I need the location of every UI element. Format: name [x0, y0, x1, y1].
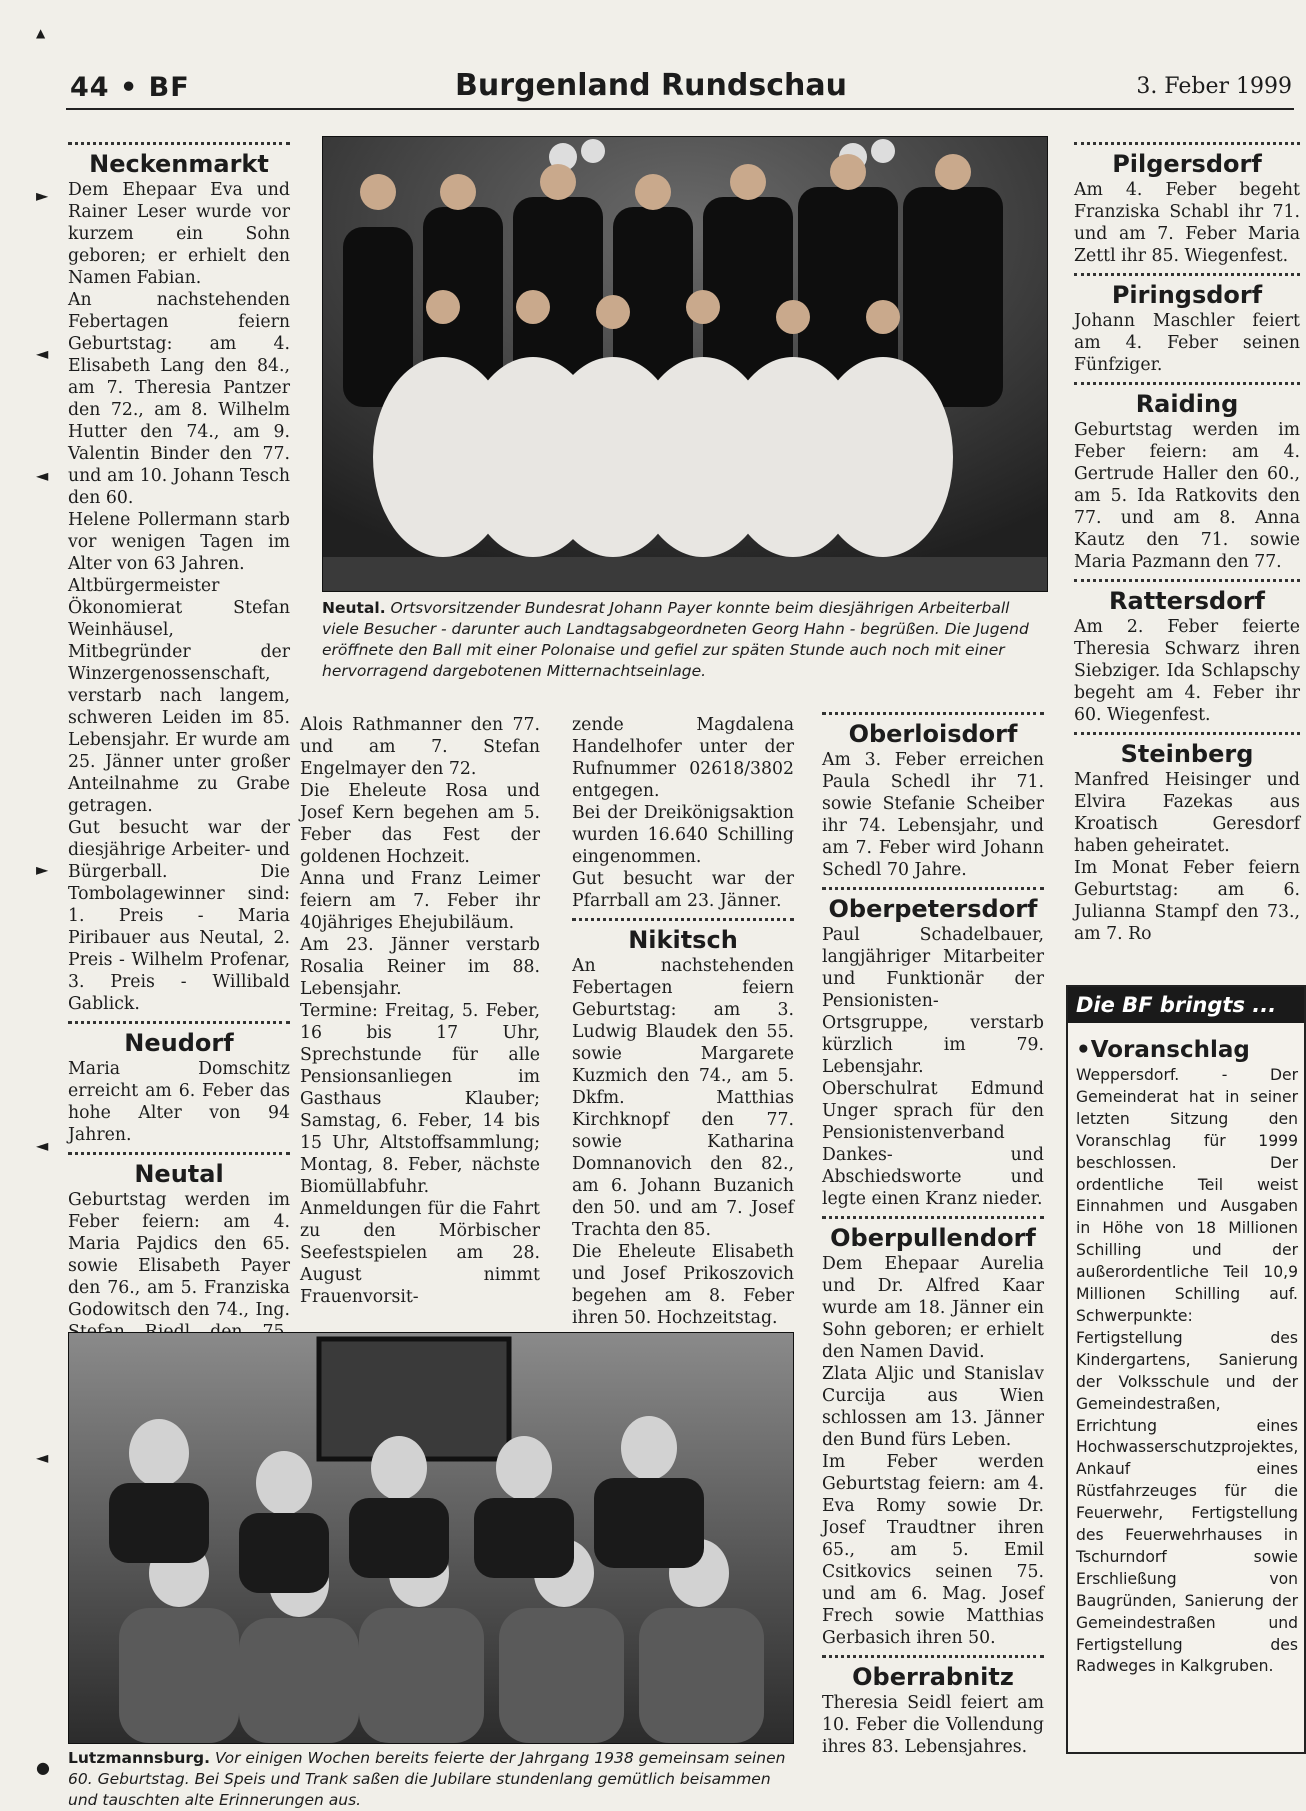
caption-text: Vor einigen Wochen bereits feierte der Jahrgang 1938 gemeinsam seinen 60. Geburtstag. Bei Speis und Trank saßen die Jubilare stundenlang gemütlich beisammen und tauschten alte Erinnerungen aus.	[68, 1749, 786, 1809]
paragraph: Johann Maschler feiert am 4. Feber seinen Fünfziger.	[1074, 311, 1300, 375]
issue-date: 3. Feber 1999	[1136, 74, 1292, 99]
heading-oberrabnitz: Oberrabnitz	[852, 1663, 1014, 1691]
header-rule	[66, 108, 1294, 110]
margin-arrow-icon: ◄	[36, 1136, 49, 1155]
paragraph: zende Magdalena Handelhofer unter der Rufnummer 02618/3802 entgegen.	[572, 715, 794, 801]
paragraph: Maria Domschitz erreicht am 6. Feber das hohe Alter von 94 Jahren.	[68, 1059, 290, 1145]
divider	[68, 1152, 290, 1155]
paragraph: Am 2. Feber feierte Theresia Schwarz ihren Siebziger. Ida Schlapschy begeht am 4. Feber ihr 60. Wiegenfest.	[1074, 617, 1300, 725]
heading-rattersdorf: Rattersdorf	[1109, 587, 1265, 615]
sidebar-text: Weppersdorf. - Der Gemeinderat hat in seiner letzten Sitzung den Voranschlag für 1999 beschlossen. Der ordentliche Teil weist Einnahmen und Ausgaben in Höhe von 18 Millionen Schilling und der außerordentliche Teil 10,9 Millionen Schilling auf. Schwerpunkte: Fertigstellung des Kindergartens, Sanierung der Volksschule und der Gemeindestraßen, Errichtung eines Hochwasserschutzprojektes, Ankauf eines Rüstfahrzeuges für die Feuerwehr, Fertigstellung des Feuerwehrhauses in Tschurndorf sowie Erschließung von Baugründen, Sanierung der Gemeindestraßen und Fertigstellung des Radweges in Kalkgruben.	[1076, 1066, 1299, 1676]
paragraph: Im Monat Feber feiern Geburtstag: am 6. Julianna Stampf den 73., am 7. Ro	[1074, 858, 1300, 944]
paragraph: Am 23. Jänner verstarb Rosalia Reiner im 88. Lebensjahr.	[300, 935, 540, 999]
sidebar-tab: Die BF bringts ...	[1068, 987, 1304, 1023]
paragraph: Paul Schadelbauer, langjähriger Mitarbeiter und Funktionär der Pensionisten-Ortsgruppe, verstarb kürzlich im 79. Lebensjahr. Oberschulrat Edmund Unger sprach für den Pensionistenverband Dankes- und Abschiedsworte und legte einen Kranz nieder.	[822, 925, 1044, 1209]
margin-arrow-icon: ►	[36, 186, 49, 205]
heading-neckenmarkt: Neckenmarkt	[89, 150, 269, 178]
paragraph: Theresia Seidl feiert am 10. Feber die Vollendung ihres 83. Lebensjahres.	[822, 1693, 1044, 1757]
caption-place: Lutzmannsburg.	[68, 1749, 211, 1767]
paragraph: Die Eheleute Rosa und Josef Kern begehen am 5. Feber das Fest der goldenen Hochzeit.	[300, 781, 540, 867]
scan-mark: ▲	[36, 26, 46, 40]
newspaper-title: Burgenland Rundschau	[455, 68, 847, 103]
column-5	[1074, 136, 1300, 976]
paragraph: An nachstehenden Febertagen feiern Geburtstag: am 3. Ludwig Blaudek den 55. sowie Margarete Kuzmich den 74., am 5. Dkfm. Matthias Kirchknopf den 77. sowie Katharina Domnanovich den 82., am 6. Johann Buzanich den 50. und am 7. Josef Trachta den 85.	[572, 956, 794, 1240]
paragraph: Bei der Dreikönigsaktion wurden 16.640 Schilling eingenommen.	[572, 803, 794, 867]
heading-pilgersdorf: Pilgersdorf	[1112, 150, 1262, 178]
paragraph: An nachstehenden Febertagen feiern Geburtstag: am 4. Elisabeth Lang den 84., am 7. Theresia Pantzer den 72., am 8. Wilhelm Hutter den 74., am 9. Valentin Binder den 77. und am 10. Johann Tesch den 60.	[68, 290, 290, 508]
heading-oberpullendorf: Oberpullendorf	[830, 1224, 1036, 1252]
column-2	[300, 714, 540, 1314]
photo-placeholder	[69, 1333, 793, 1743]
divider	[822, 1655, 1044, 1658]
heading-oberloisdorf: Oberloisdorf	[848, 720, 1018, 748]
divider	[822, 887, 1044, 890]
paragraph: Im Feber werden Geburtstag feiern: am 4. Eva Romy sowie Dr. Josef Traudtner ihren 65., am 5. Emil Csitkovics seinen 75. und am 6. Mag. Josef Frech sowie Matthias Gerbasich ihren 50.	[822, 1452, 1044, 1648]
divider	[1074, 382, 1300, 385]
column-1	[68, 136, 290, 1320]
paragraph: Gut besucht war der Pfarrball am 23. Jänner.	[572, 869, 794, 911]
divider	[1074, 142, 1300, 145]
column-3	[572, 714, 794, 1328]
sidebar-box	[1066, 985, 1306, 1754]
divider	[1074, 732, 1300, 735]
heading-neutal: Neutal	[134, 1160, 224, 1188]
photo-caption-lutzmannsburg	[68, 1748, 792, 1811]
margin-arrow-icon: ►	[36, 860, 49, 879]
paragraph: Geburtstag werden im Feber feiern: am 4. Maria Pajdics den 65. sowie Elisabeth Payer den 76., am 5. Franziska Godowitsch den 74., Ing.	[68, 1190, 290, 1320]
divider	[1074, 579, 1300, 582]
margin-arrow-icon: ◄	[36, 1448, 49, 1467]
caption-text: Ortsvorsitzender Bundesrat Johann Payer konnte beim diesjährigen Arbeiterball viele Besucher - darunter auch Landtagsabgeordneten Georg Hahn - begrüßen. Die Jugend eröffnete den Ball mit einer Polonaise und gefiel zur späten Stunde auch noch mit einer hervorragend dargebotenen Mitternachtseinlage.	[322, 599, 1029, 680]
heading-neudorf: Neudorf	[124, 1029, 234, 1057]
heading-oberpetersdorf: Oberpetersdorf	[828, 895, 1038, 923]
margin-arrow-icon: ●	[36, 1758, 50, 1777]
paragraph: Helene Pollermann starb vor wenigen Tagen im Alter von 63 Jahren.	[68, 510, 290, 574]
divider	[68, 1021, 290, 1024]
photo-lutzmannsburg	[68, 1332, 794, 1744]
paragraph: Anmeldungen für die Fahrt zu den Mörbischer Seefestspielen am 28. August nimmt Frauenvorsit-	[300, 1199, 540, 1307]
margin-arrow-icon: ◄	[36, 344, 49, 363]
paragraph: Manfred Heisinger und Elvira Fazekas aus Kroatisch Geresdorf haben geheiratet.	[1074, 770, 1300, 856]
photo-neutal-ball	[322, 136, 1048, 592]
paragraph: Alois Rathmanner den 77. und am 7. Stefan Engelmayer den 72.	[300, 715, 540, 779]
heading-steinberg: Steinberg	[1120, 740, 1254, 768]
paragraph: Zlata Aljic und Stanislav Curcija aus Wien schlossen am 13. Jänner den Bund fürs Leben.	[822, 1364, 1044, 1450]
paragraph: Am 4. Feber begeht Franziska Schabl ihr 71. und am 7. Feber Maria Zettl ihr 85. Wiegenfest.	[1074, 180, 1300, 266]
paragraph: Anna und Franz Leimer feiern am 7. Feber ihr 40jähriges Ehejubiläum.	[300, 869, 540, 933]
page-number: 44 • BF	[70, 72, 190, 103]
paragraph: Die Eheleute Elisabeth und Josef Prikoszovich begehen am 8. Feber ihren 50. Hochzeitstag.	[572, 1242, 794, 1328]
paragraph: Am 3. Feber erreichen Paula Schedl ihr 71. sowie Stefanie Scheiber ihr 74. Lebensjahr, und am 7. Feber wird Johann Schedl 70 Jahre.	[822, 750, 1044, 880]
sidebar-heading: •Voranschlag	[1076, 1037, 1250, 1063]
divider	[822, 1216, 1044, 1219]
paragraph: Dem Ehepaar Eva und Rainer Leser wurde vor kurzem ein Sohn geboren; er erhielt den Namen Fabian.	[68, 180, 290, 288]
heading-nikitsch: Nikitsch	[628, 926, 738, 954]
divider	[1074, 273, 1300, 276]
caption-place: Neutal.	[322, 599, 386, 617]
paragraph: Dem Ehepaar Aurelia und Dr. Alfred Kaar wurde am 18. Jänner ein Sohn geboren; er erhielt den Namen David.	[822, 1254, 1044, 1362]
margin-arrow-icon: ◄	[36, 466, 49, 485]
paragraph: Termine: Freitag, 5. Feber, 16 bis 17 Uhr, Sprechstunde für alle Pensionsanliegen im Gasthaus Klauber; Samstag, 6. Feber, 14 bis 15 Uhr, Altstoffsammlung; Montag, 8. Feber, nächste Biomüllabfuhr.	[300, 1001, 540, 1197]
photo-placeholder	[323, 137, 1047, 591]
divider	[68, 142, 290, 145]
paragraph: Altbürgermeister Ökonomierat Stefan Weinhäusel, Mitbegründer der Winzergenossenschaft, verstarb nach langem, schweren Leiden im 85. Lebensjahr. Er wurde am 25. Jänner unter großer Anteilnahme zu Grabe getragen.	[68, 576, 290, 816]
heading-piringsdorf: Piringsdorf	[1111, 281, 1263, 309]
divider	[822, 712, 1044, 715]
divider	[572, 918, 794, 921]
paragraph: Gut besucht war der diesjährige Arbeiter- und Bürgerball. Die Tombolagewinner sind: 1. Preis - Maria Piribauer aus Neutal, 2. Preis - Wilhelm Profenar, 3. Preis - Willibald Gablick.	[68, 818, 290, 1014]
column-4	[822, 706, 1044, 1786]
heading-raiding: Raiding	[1135, 390, 1239, 418]
photo-caption-neutal	[322, 598, 1046, 682]
paragraph: Geburtstag werden im Feber feiern: am 4. Gertrude Haller den 60., am 5. Ida Ratkovits den 77. und am 8. Anna Kautz den 71. sowie Maria Pazmann den 77.	[1074, 420, 1300, 572]
